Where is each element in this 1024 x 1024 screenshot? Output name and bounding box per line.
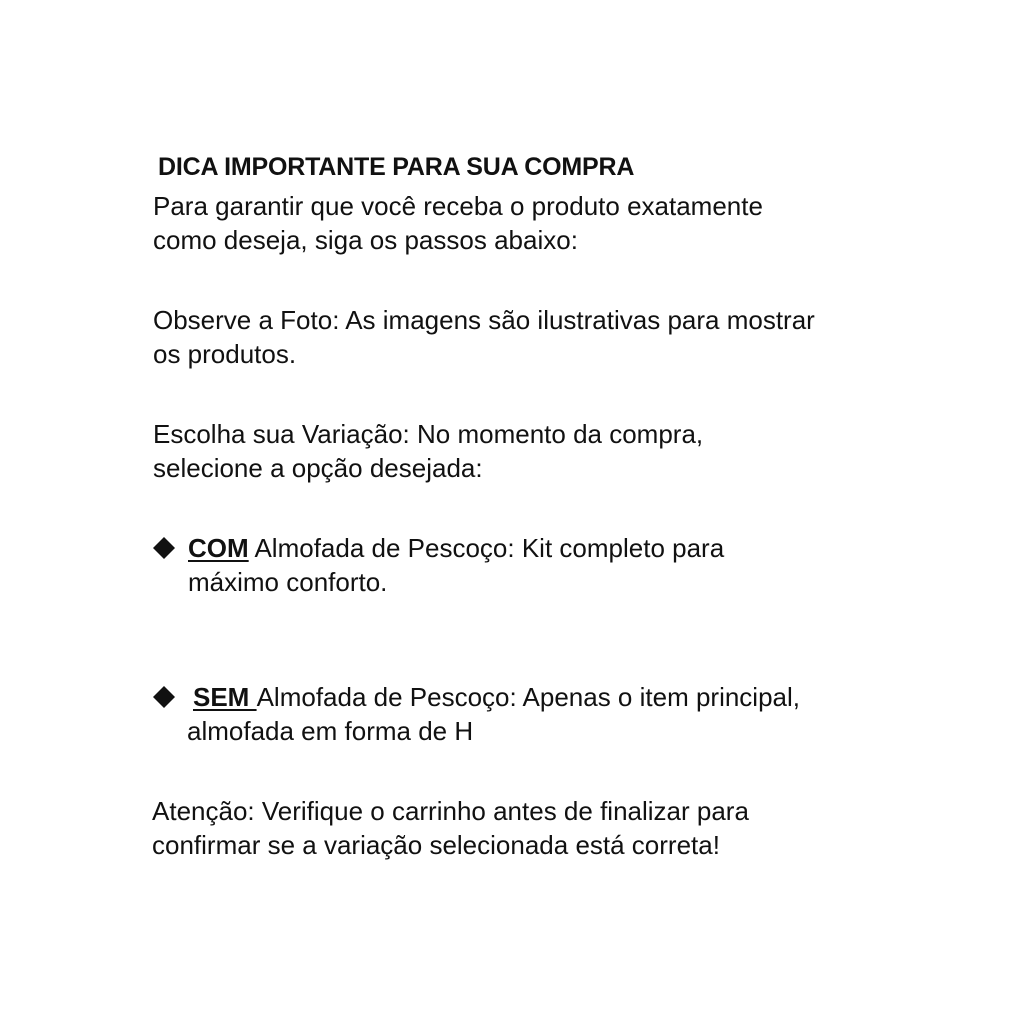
option-without-line-2: almofada em forma de H — [187, 716, 474, 746]
variation-paragraph — [153, 417, 913, 485]
page-title: DICA IMPORTANTE PARA SUA COMPRA — [158, 153, 635, 181]
intro-line-2: como deseja, siga os passos abaixo: — [153, 225, 578, 255]
variation-line-2: selecione a opção desejada: — [153, 453, 483, 483]
variation-line-1: Escolha sua Variação: No momento da compra, — [153, 419, 704, 449]
option-with-keyword: COM — [188, 533, 249, 563]
photo-line-1: Observe a Foto: As imagens são ilustrativas para mostrar — [153, 305, 815, 335]
option-with-line-1 — [188, 531, 724, 565]
intro-paragraph — [153, 189, 913, 257]
diamond-icon — [153, 537, 175, 559]
diamond-icon — [153, 686, 175, 708]
attention-paragraph — [152, 794, 912, 862]
photo-paragraph — [153, 303, 913, 371]
option-with-line-2: máximo conforto. — [188, 567, 388, 597]
option-without-line-1-text: Almofada de Pescoço: Apenas o item principal, — [256, 682, 801, 712]
intro-line-1: Para garantir que você receba o produto exatamente — [153, 191, 763, 221]
option-without-line-1 — [193, 680, 800, 714]
option-without-keyword: SEM — [193, 682, 257, 712]
option-with-line-1-text: Almofada de Pescoço: Kit completo para — [248, 533, 725, 563]
photo-line-2: os produtos. — [153, 339, 297, 369]
attention-line-2: confirmar se a variação selecionada está correta! — [152, 830, 720, 860]
attention-line-1: Atenção: Verifique o carrinho antes de finalizar para — [152, 796, 749, 826]
